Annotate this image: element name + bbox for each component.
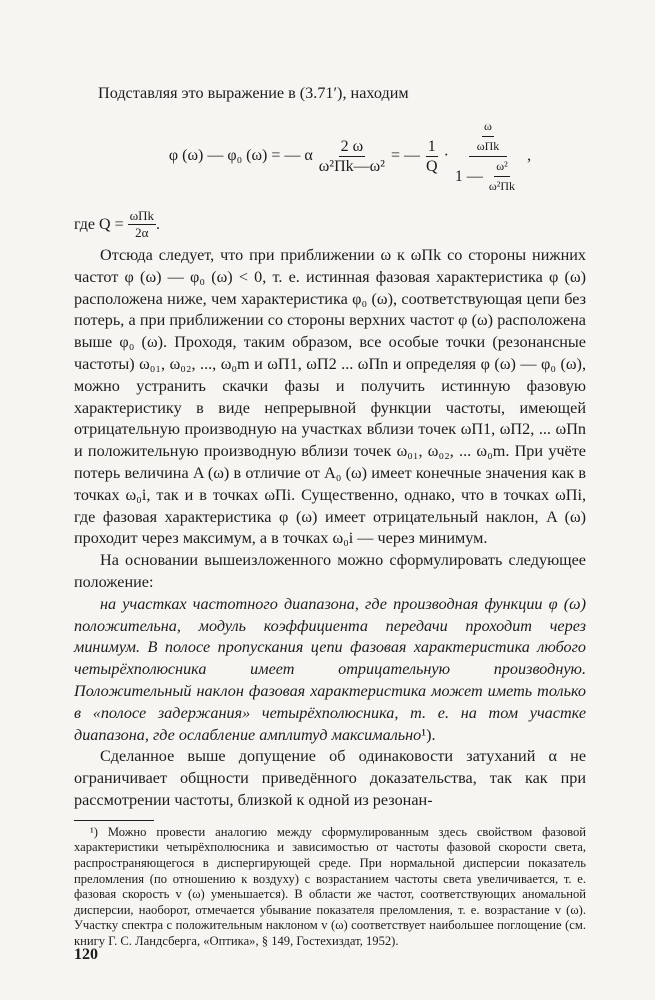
formula-f2-numerator: 1 <box>427 137 436 155</box>
formula-trail: , <box>527 147 532 164</box>
formula-f3-inner-num: ω <box>482 117 494 137</box>
formula-f3-den-num: ω² <box>494 157 510 177</box>
where-den: 2α <box>135 225 149 240</box>
page-number: 120 <box>74 946 98 963</box>
formula-dot: · <box>443 147 449 164</box>
footnote-ref: ¹). <box>421 725 436 744</box>
formula-f3-denominator <box>453 157 523 196</box>
italic-statement <box>74 594 586 747</box>
formula-f3-den-fraction <box>487 157 517 196</box>
formula-f2-denominator: Q <box>426 157 438 175</box>
formula-mid: = — <box>390 147 420 164</box>
formula-f1-denominator: ω²Пk—ω² <box>318 157 385 175</box>
main-formula <box>74 108 586 204</box>
footnote: ¹) Можно провести аналогию между сформулированным здесь свойством фазовой характеристики четырёхполюсника и зависимостью от частоты фазовой скорости света, распространяющегося в диспергирующей среде. При нормальной дисперсии показатель преломления (по отношению к воздуху) с возрастанием частоты света увеличивается, т. е. фазовая скорость v (ω) уменьшается). В области же частот, соответствующих аномальной дисперсии, наоборот, отмечается убывание показателя преломления, т. е. возрастание v (ω). Участку спектра с положительным наклоном v (ω) соответствует наибольшее поглощение (см. книгу Г. С. Ландсберга, «Оптика», § 149, Гостехиздат, 1952). <box>74 824 586 948</box>
paragraph-2: На основании вышеизложенного можно сформулировать следующее положение: <box>74 551 586 591</box>
formula-f3-inner-fraction <box>475 117 502 156</box>
formula-f3-den-lead: 1 — <box>454 167 483 185</box>
intro-line: Подставляя это выражение в (3.71′), находим <box>98 84 409 102</box>
where-label: где Q = <box>74 215 124 233</box>
formula-f3-inner-den: ωПk <box>476 138 500 153</box>
paragraph-3: Сделанное выше допущение об одинаковости затуханий α не ограничивает общности приведённого доказательства, так как при рассмотрении частоты, близкой к одной из резонан- <box>74 747 586 809</box>
where-end: . <box>156 215 161 233</box>
page-content <box>74 82 586 949</box>
formula-fraction-3 <box>453 117 523 196</box>
where-fraction <box>128 208 156 241</box>
formula-f3-den-den: ω²Пk <box>488 178 516 193</box>
formula-fraction-2 <box>424 137 440 176</box>
italic-statement-text: на участках частотного диапазона, где производная функции φ (ω) положительна, модуль коэффициента передачи проходит через минимум. В полосе пропускания цепи фазовая характеристика любого четырёхполюсника имеет отрицательную производную. Положительный наклон фазовая характеристика может иметь только в «полосе задержания» четырёхполюсника, т. е. на том участке диапазона, где ослабление амплитуд максимально <box>74 594 586 744</box>
formula-f1-numerator: 2 ω <box>340 137 364 155</box>
where-clause <box>74 208 586 241</box>
paragraph-1: Отсюда следует, что при приближении ω к ωПk со стороны нижних частот φ (ω) — φ₀ (ω) < 0, т. е. истинная фазовая характеристика φ (ω) расположена ниже, чем характеристика φ₀ (ω), соответствующая цепи без потерь, а при приближении со стороны верхних частот φ (ω) расположена выше φ₀ (ω). Проходя, таким образом, все особые точки (резонансные частоты) ω₀₁, ω₀₂, ..., ω₀m и ωП1, ωП2 ... ωПn и определяя φ (ω) — φ₀ (ω), можно устранить скачки фазы и получить истинную фазовую характеристику в виде непрерывной функции частоты, имеющей отрицательную производную на участках вблизи точек ωП1, ωП2, ... ωПn и положительную производную вблизи точек ω₀₁, ω₀₂, ... ω₀m. При учёте потерь величина A (ω) в отличие от A₀ (ω) имеет конечные значения как в точках ω₀i, так и в точках ωПi. Существенно, однако, что в точках ωПi, где фазовая характеристика φ (ω) имеет отрицательный наклон, A (ω) проходит через максимум, а в точках ω₀i — через минимум. <box>74 246 586 548</box>
where-num: ωПk <box>129 208 155 223</box>
formula-f3-numerator <box>469 117 508 157</box>
footnote-divider <box>74 820 154 821</box>
formula-fraction-1 <box>317 137 387 176</box>
formula-lhs: φ (ω) — φ₀ (ω) = — α <box>168 147 313 164</box>
